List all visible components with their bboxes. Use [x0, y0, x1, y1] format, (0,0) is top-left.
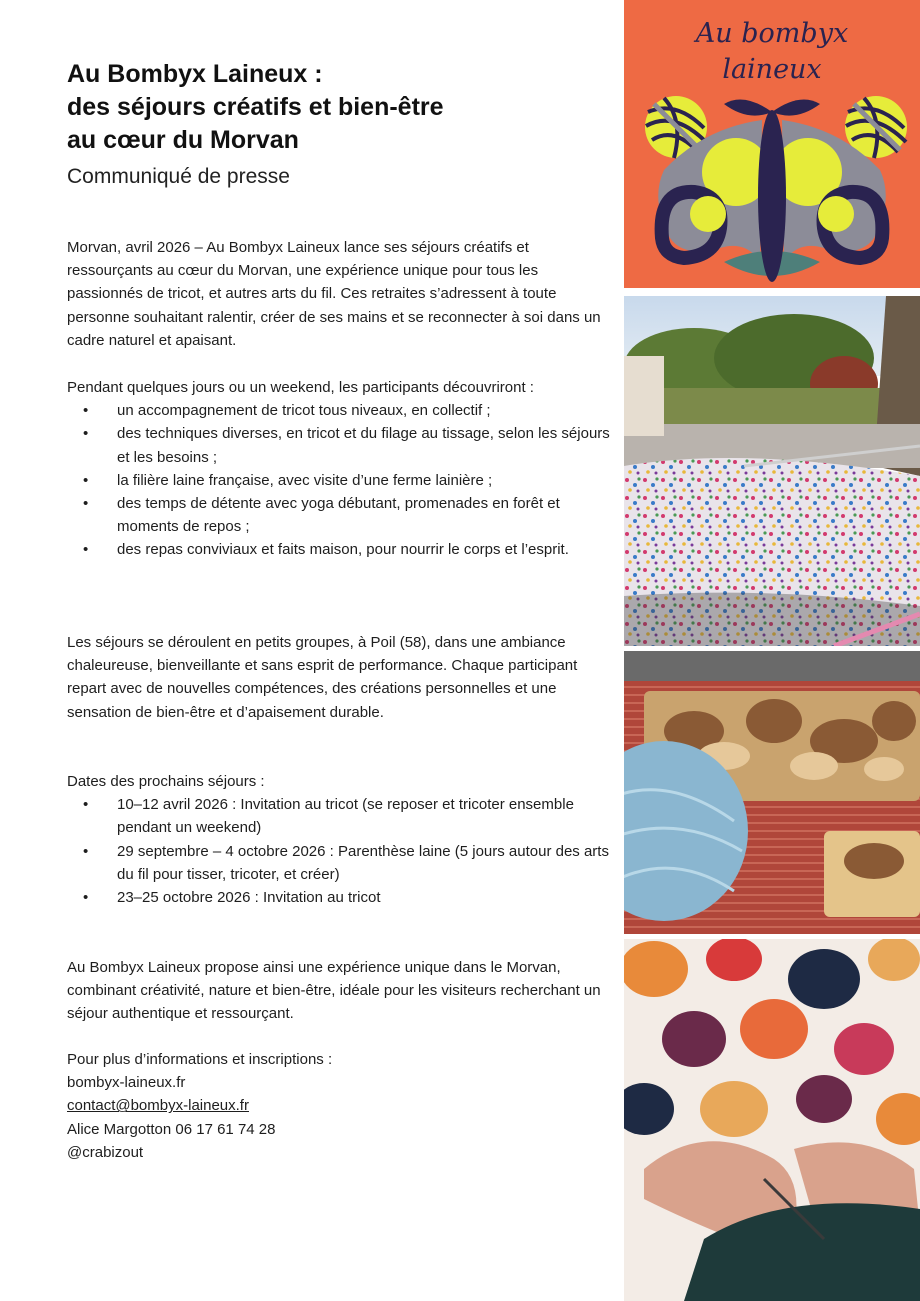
dates-section [67, 770, 612, 909]
list-item: • 29 septembre – 4 octobre 2026 : Parenthèse laine (5 jours autour des arts du fil pour tisser, tricoter, et créer) [67, 840, 612, 886]
list-item: • des repas conviviaux et faits maison, pour nourrir le corps et l’esprit. [67, 538, 612, 561]
bullet-icon: • [83, 889, 89, 907]
bullet-icon: • [83, 796, 89, 814]
website-text: bombyx-laineux.fr [67, 1074, 186, 1092]
dates-lead: Dates des prochains séjours : [67, 773, 265, 790]
image-column [624, 0, 920, 1301]
contact-lead: Pour plus d’informations et inscriptions : [67, 1051, 333, 1068]
bullet-icon: • [83, 402, 89, 420]
page-subtitle: Communiqué de presse [67, 165, 290, 188]
header [67, 58, 607, 191]
bullet-icon: • [83, 842, 89, 860]
contact-block [67, 1048, 612, 1164]
social-handle: @crabizout [67, 1143, 144, 1161]
program-lead: Pendant quelques jours ou un weekend, les participants découvriront : [67, 379, 534, 396]
email-link[interactable]: contact@bombyx-laineux.fr [67, 1097, 249, 1115]
list-item: • des techniques diverses, en tricot et du filage au tissage, selon les séjours et les besoins ; [67, 422, 612, 468]
program-section [67, 376, 612, 562]
closing-paragraph: Au Bombyx Laineux propose ainsi une expérience unique dans le Morvan, combinant créativité, nature et bien-être, idéale pour les visiteurs recherchant un séjour authentique et ressourçant. [67, 959, 601, 1023]
logo-panel [624, 0, 920, 288]
bullet-icon: • [83, 541, 89, 559]
details-paragraph: Les séjours se déroulent en petits groupes, à Poil (58), dans une ambiance chaleureuse, bienveillante et sans esprit de performance. Chaque participant repart avec de nouvelles compétences, des créations personnelles et une sensation de bien-être et d’apaisement durable. [67, 634, 578, 721]
contact-person: Alice Margotton 06 17 61 74 28 [67, 1120, 276, 1138]
bullet-icon: • [83, 471, 89, 489]
moth-logo [624, 0, 920, 288]
list-item: • un accompagnement de tricot tous niveaux, en collectif ; [67, 399, 612, 422]
list-item: • 10–12 avril 2026 : Invitation au tricot (se reposer et tricoter ensemble pendant un weekend) [67, 793, 612, 839]
bullet-icon: • [83, 425, 89, 443]
bullet-icon: • [83, 495, 89, 513]
title-line-1: Au Bombyx Laineux : [67, 60, 323, 88]
logo-wordmark-line1: Au bombyx [695, 18, 849, 49]
dates-list [67, 793, 612, 909]
page-title [67, 58, 607, 157]
list-item: • 23–25 octobre 2026 : Invitation au tricot [67, 886, 612, 909]
logo-wordmark-line2: laineux [722, 54, 822, 85]
title-line-3: au cœur du Morvan [67, 126, 299, 154]
title-line-2: des séjours créatifs et bien-être [67, 93, 444, 121]
intro-paragraph: Morvan, avril 2026 – Au Bombyx Laineux lance ses séjours créatifs et ressourçants au cœur du Morvan, une expérience unique pour tous les passionnés de tricot, et autres arts du fil. Ces retraites s’adressent à toute personne souhaitant ralentir, créer de ses mains et se reconnecter à soi dans un cadre naturel et apaisant. [67, 239, 601, 349]
knitting-lake-photo [624, 296, 920, 646]
cookies-yarn-photo [624, 651, 920, 934]
hands-knitting-photo [624, 939, 920, 1301]
list-item: • des temps de détente avec yoga débutant, promenades en forêt et moments de repos ; [67, 492, 612, 538]
program-list [67, 399, 612, 561]
list-item: • la filière laine française, avec visite d’une ferme lainière ; [67, 469, 612, 492]
